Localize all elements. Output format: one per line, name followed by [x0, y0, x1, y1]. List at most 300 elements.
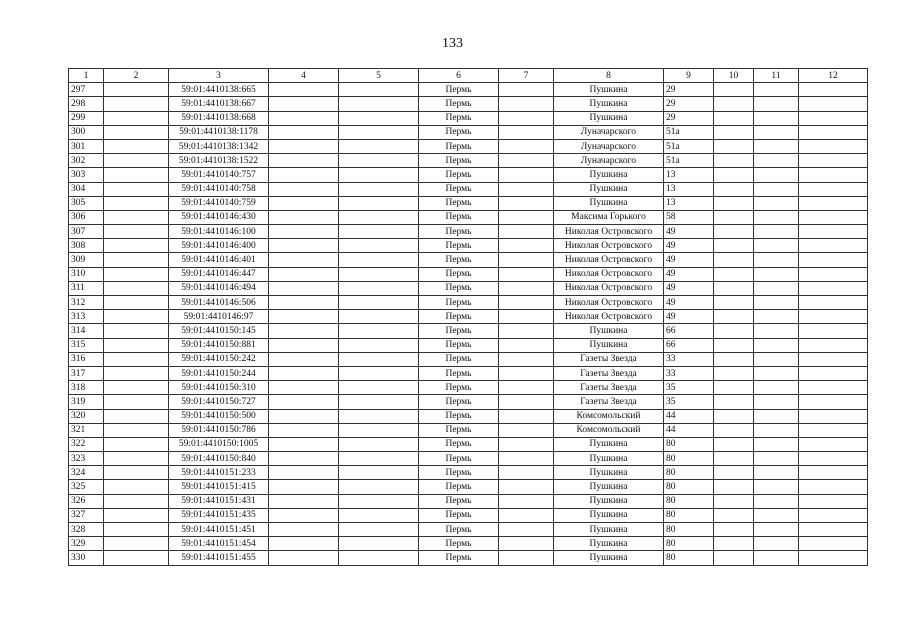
table-cell-col-9: 49: [664, 225, 714, 239]
table-cell-col-10: [714, 381, 754, 395]
table-cell-col-10: [714, 83, 754, 97]
table-cell-col-8: Пушкина: [554, 537, 664, 551]
table-cell-col-12: [799, 310, 868, 324]
column-header-8: 8: [554, 69, 664, 83]
table-cell-col-7: [499, 182, 554, 196]
table-cell-col-12: [799, 437, 868, 451]
table-cell-col-6: Пермь: [419, 423, 499, 437]
table-cell-col-12: [799, 281, 868, 295]
table-cell-col-5: [339, 480, 419, 494]
table-cell-col-3: 59:01:4410138:1342: [169, 139, 269, 153]
table-cell-col-11: [754, 281, 799, 295]
table-cell-col-6: Пермь: [419, 210, 499, 224]
table-row: [69, 139, 868, 153]
registry-table: [68, 68, 868, 566]
table-cell-col-2: [104, 494, 169, 508]
table-cell-col-11: [754, 352, 799, 366]
table-cell-col-10: [714, 352, 754, 366]
table-cell-col-8: Пушкина: [554, 480, 664, 494]
table-cell-col-11: [754, 97, 799, 111]
table-cell-col-12: [799, 83, 868, 97]
table-cell-col-3: 59:01:4410150:244: [169, 366, 269, 380]
table-cell-col-2: [104, 239, 169, 253]
table-cell-col-12: [799, 409, 868, 423]
table-cell-col-10: [714, 281, 754, 295]
table-cell-col-9: 49: [664, 267, 714, 281]
table-cell-col-6: Пермь: [419, 125, 499, 139]
table-cell-col-10: [714, 338, 754, 352]
table-row: [69, 366, 868, 380]
table-cell-col-12: [799, 366, 868, 380]
table-cell-col-4: [269, 480, 339, 494]
table-cell-col-6: Пермь: [419, 537, 499, 551]
table-cell-col-5: [339, 423, 419, 437]
table-cell-col-10: [714, 508, 754, 522]
table-cell-col-2: [104, 437, 169, 451]
table-cell-col-9: 66: [664, 324, 714, 338]
table-cell-col-12: [799, 296, 868, 310]
table-cell-col-2: [104, 395, 169, 409]
table-cell-col-1: 303: [69, 168, 104, 182]
table-cell-col-4: [269, 466, 339, 480]
table-cell-col-7: [499, 253, 554, 267]
table-cell-col-3: 59:01:4410151:451: [169, 523, 269, 537]
table-cell-col-4: [269, 139, 339, 153]
table-cell-col-2: [104, 168, 169, 182]
table-cell-col-11: [754, 225, 799, 239]
table-row: [69, 324, 868, 338]
table-cell-col-5: [339, 154, 419, 168]
table-cell-col-3: 59:01:4410146:494: [169, 281, 269, 295]
table-cell-col-11: [754, 210, 799, 224]
table-cell-col-1: 313: [69, 310, 104, 324]
table-cell-col-11: [754, 437, 799, 451]
table-cell-col-2: [104, 537, 169, 551]
table-cell-col-8: Пушкина: [554, 523, 664, 537]
table-cell-col-7: [499, 366, 554, 380]
table-cell-col-4: [269, 409, 339, 423]
table-cell-col-12: [799, 381, 868, 395]
table-cell-col-11: [754, 324, 799, 338]
column-header-1: 1: [69, 69, 104, 83]
table-cell-col-8: Газеты Звезда: [554, 395, 664, 409]
table-cell-col-7: [499, 466, 554, 480]
table-cell-col-9: 80: [664, 537, 714, 551]
table-cell-col-10: [714, 480, 754, 494]
table-cell-col-1: 322: [69, 437, 104, 451]
table-row: [69, 267, 868, 281]
table-cell-col-6: Пермь: [419, 296, 499, 310]
table-cell-col-1: 305: [69, 196, 104, 210]
table-cell-col-3: 59:01:4410151:431: [169, 494, 269, 508]
table-cell-col-5: [339, 523, 419, 537]
table-cell-col-7: [499, 523, 554, 537]
table-cell-col-3: 59:01:4410146:97: [169, 310, 269, 324]
table-cell-col-8: Комсомольский: [554, 409, 664, 423]
table-cell-col-6: Пермь: [419, 466, 499, 480]
table-cell-col-7: [499, 537, 554, 551]
table-row: [69, 437, 868, 451]
table-cell-col-3: 59:01:4410138:665: [169, 83, 269, 97]
table-cell-col-2: [104, 423, 169, 437]
table-cell-col-8: Пушкина: [554, 437, 664, 451]
table-cell-col-9: 35: [664, 395, 714, 409]
column-header-5: 5: [339, 69, 419, 83]
table-cell-col-6: Пермь: [419, 381, 499, 395]
table-cell-col-12: [799, 338, 868, 352]
table-cell-col-12: [799, 225, 868, 239]
table-cell-col-11: [754, 253, 799, 267]
table-cell-col-9: 80: [664, 437, 714, 451]
table-cell-col-12: [799, 324, 868, 338]
table-cell-col-2: [104, 111, 169, 125]
table-cell-col-10: [714, 537, 754, 551]
table-cell-col-5: [339, 437, 419, 451]
table-cell-col-12: [799, 182, 868, 196]
table-cell-col-4: [269, 423, 339, 437]
table-cell-col-1: 308: [69, 239, 104, 253]
table-cell-col-5: [339, 139, 419, 153]
table-row: [69, 551, 868, 565]
table-cell-col-3: 59:01:4410150:242: [169, 352, 269, 366]
table-cell-col-2: [104, 210, 169, 224]
table-cell-col-6: Пермь: [419, 154, 499, 168]
table-cell-col-2: [104, 182, 169, 196]
table-cell-col-4: [269, 508, 339, 522]
table-cell-col-10: [714, 296, 754, 310]
table-cell-col-4: [269, 83, 339, 97]
table-cell-col-3: 59:01:4410146:100: [169, 225, 269, 239]
table-cell-col-12: [799, 523, 868, 537]
table-cell-col-4: [269, 210, 339, 224]
table-cell-col-8: Максима Горького: [554, 210, 664, 224]
table-cell-col-5: [339, 395, 419, 409]
table-row: [69, 537, 868, 551]
table-row: [69, 196, 868, 210]
table-cell-col-5: [339, 537, 419, 551]
table-cell-col-1: 325: [69, 480, 104, 494]
table-cell-col-7: [499, 395, 554, 409]
table-cell-col-8: Луначарского: [554, 125, 664, 139]
table-cell-col-11: [754, 154, 799, 168]
table-cell-col-10: [714, 139, 754, 153]
table-cell-col-10: [714, 182, 754, 196]
table-cell-col-11: [754, 423, 799, 437]
table-cell-col-9: 80: [664, 551, 714, 565]
table-cell-col-9: 29: [664, 111, 714, 125]
table-cell-col-4: [269, 182, 339, 196]
table-cell-col-1: 307: [69, 225, 104, 239]
table-cell-col-10: [714, 551, 754, 565]
table-row: [69, 168, 868, 182]
table-row: [69, 281, 868, 295]
table-cell-col-6: Пермь: [419, 352, 499, 366]
table-cell-col-5: [339, 366, 419, 380]
table-cell-col-5: [339, 409, 419, 423]
table-cell-col-10: [714, 210, 754, 224]
table-cell-col-3: 59:01:4410150:145: [169, 324, 269, 338]
table-cell-col-3: 59:01:4410140:759: [169, 196, 269, 210]
table-cell-col-1: 300: [69, 125, 104, 139]
table-cell-col-12: [799, 267, 868, 281]
table-cell-col-12: [799, 423, 868, 437]
table-cell-col-1: 320: [69, 409, 104, 423]
table-cell-col-7: [499, 196, 554, 210]
table-cell-col-2: [104, 281, 169, 295]
table-cell-col-5: [339, 225, 419, 239]
table-cell-col-4: [269, 366, 339, 380]
table-row: [69, 466, 868, 480]
table-row: [69, 523, 868, 537]
table-body: [69, 83, 868, 565]
column-header-6: 6: [419, 69, 499, 83]
table-cell-col-4: [269, 111, 339, 125]
table-cell-col-5: [339, 182, 419, 196]
table-row: [69, 508, 868, 522]
table-cell-col-12: [799, 168, 868, 182]
table-cell-col-7: [499, 83, 554, 97]
table-cell-col-2: [104, 225, 169, 239]
table-cell-col-8: Пушкина: [554, 111, 664, 125]
table-row: [69, 111, 868, 125]
table-cell-col-11: [754, 480, 799, 494]
table-cell-col-1: 309: [69, 253, 104, 267]
table-cell-col-5: [339, 125, 419, 139]
table-cell-col-2: [104, 409, 169, 423]
table-cell-col-4: [269, 239, 339, 253]
table-cell-col-2: [104, 154, 169, 168]
table-cell-col-6: Пермь: [419, 437, 499, 451]
table-row: [69, 452, 868, 466]
table-row: [69, 239, 868, 253]
table-row: [69, 182, 868, 196]
table-cell-col-4: [269, 338, 339, 352]
table-cell-col-3: 59:01:4410150:840: [169, 452, 269, 466]
table-row: [69, 253, 868, 267]
table-cell-col-9: 49: [664, 296, 714, 310]
table-cell-col-1: 301: [69, 139, 104, 153]
table-cell-col-9: 51а: [664, 125, 714, 139]
table-cell-col-8: Пушкина: [554, 551, 664, 565]
table-cell-col-9: 13: [664, 182, 714, 196]
table-cell-col-9: 58: [664, 210, 714, 224]
table-cell-col-10: [714, 168, 754, 182]
table-cell-col-3: 59:01:4410140:757: [169, 168, 269, 182]
table-row: [69, 480, 868, 494]
table-cell-col-10: [714, 125, 754, 139]
table-cell-col-7: [499, 352, 554, 366]
table-cell-col-4: [269, 523, 339, 537]
table-cell-col-6: Пермь: [419, 480, 499, 494]
column-header-2: 2: [104, 69, 169, 83]
table-cell-col-6: Пермь: [419, 409, 499, 423]
table-cell-col-12: [799, 239, 868, 253]
table-cell-col-9: 13: [664, 196, 714, 210]
table-cell-col-5: [339, 239, 419, 253]
table-row: [69, 409, 868, 423]
table-cell-col-5: [339, 196, 419, 210]
table-cell-col-8: Николая Островского: [554, 225, 664, 239]
table-cell-col-3: 59:01:4410150:786: [169, 423, 269, 437]
table-cell-col-7: [499, 154, 554, 168]
table-cell-col-4: [269, 296, 339, 310]
table-cell-col-9: 49: [664, 281, 714, 295]
table-cell-col-11: [754, 508, 799, 522]
table-cell-col-4: [269, 267, 339, 281]
table-cell-col-5: [339, 267, 419, 281]
table-cell-col-3: 59:01:4410150:500: [169, 409, 269, 423]
table-cell-col-5: [339, 381, 419, 395]
table-cell-col-12: [799, 551, 868, 565]
table-cell-col-9: 80: [664, 466, 714, 480]
table-cell-col-6: Пермь: [419, 395, 499, 409]
table-cell-col-1: 316: [69, 352, 104, 366]
table-cell-col-12: [799, 111, 868, 125]
table-row: [69, 352, 868, 366]
table-cell-col-2: [104, 508, 169, 522]
table-cell-col-7: [499, 125, 554, 139]
table-cell-col-7: [499, 452, 554, 466]
table-cell-col-10: [714, 324, 754, 338]
table-cell-col-10: [714, 310, 754, 324]
table-cell-col-8: Пушкина: [554, 97, 664, 111]
table-cell-col-11: [754, 523, 799, 537]
table-cell-col-3: 59:01:4410151:454: [169, 537, 269, 551]
table-cell-col-2: [104, 253, 169, 267]
table-cell-col-8: Пушкина: [554, 168, 664, 182]
table-cell-col-6: Пермь: [419, 196, 499, 210]
table-cell-col-6: Пермь: [419, 168, 499, 182]
table-cell-col-9: 29: [664, 83, 714, 97]
table-cell-col-11: [754, 296, 799, 310]
table-cell-col-7: [499, 296, 554, 310]
table-cell-col-12: [799, 210, 868, 224]
table-cell-col-1: 311: [69, 281, 104, 295]
table-cell-col-11: [754, 494, 799, 508]
table-cell-col-5: [339, 253, 419, 267]
page-number: 133: [442, 36, 463, 51]
table-cell-col-11: [754, 267, 799, 281]
table-cell-col-11: [754, 381, 799, 395]
table-cell-col-11: [754, 182, 799, 196]
table-cell-col-8: Николая Островского: [554, 253, 664, 267]
table-cell-col-6: Пермь: [419, 97, 499, 111]
table-cell-col-12: [799, 537, 868, 551]
table-cell-col-9: 49: [664, 239, 714, 253]
table-cell-col-4: [269, 381, 339, 395]
table-cell-col-6: Пермь: [419, 111, 499, 125]
table-cell-col-7: [499, 168, 554, 182]
table-cell-col-2: [104, 125, 169, 139]
table-cell-col-5: [339, 296, 419, 310]
column-header-9: 9: [664, 69, 714, 83]
column-header-12: 12: [799, 69, 868, 83]
table-cell-col-1: 327: [69, 508, 104, 522]
table-cell-col-3: 59:01:4410151:435: [169, 508, 269, 522]
table-cell-col-3: 59:01:4410151:455: [169, 551, 269, 565]
table-cell-col-11: [754, 452, 799, 466]
table-cell-col-3: 59:01:4410140:758: [169, 182, 269, 196]
column-header-11: 11: [754, 69, 799, 83]
table-row: [69, 97, 868, 111]
table-row: [69, 338, 868, 352]
table-cell-col-2: [104, 338, 169, 352]
table-cell-col-2: [104, 366, 169, 380]
column-header-10: 10: [714, 69, 754, 83]
table-cell-col-1: 298: [69, 97, 104, 111]
table-cell-col-5: [339, 452, 419, 466]
table-cell-col-12: [799, 253, 868, 267]
table-cell-col-1: 321: [69, 423, 104, 437]
table-cell-col-6: Пермь: [419, 253, 499, 267]
table-cell-col-7: [499, 381, 554, 395]
table-cell-col-1: 299: [69, 111, 104, 125]
table-cell-col-10: [714, 154, 754, 168]
table-cell-col-2: [104, 83, 169, 97]
table-cell-col-3: 59:01:4410151:233: [169, 466, 269, 480]
table-cell-col-10: [714, 97, 754, 111]
table-cell-col-3: 59:01:4410138:1178: [169, 125, 269, 139]
column-header-7: 7: [499, 69, 554, 83]
table-cell-col-1: 302: [69, 154, 104, 168]
table-cell-col-12: [799, 508, 868, 522]
table-cell-col-11: [754, 125, 799, 139]
table-cell-col-9: 80: [664, 508, 714, 522]
table-cell-col-4: [269, 437, 339, 451]
table-row: [69, 395, 868, 409]
table-cell-col-11: [754, 366, 799, 380]
table-cell-col-7: [499, 409, 554, 423]
table-cell-col-12: [799, 452, 868, 466]
table-cell-col-1: 323: [69, 452, 104, 466]
table-cell-col-6: Пермь: [419, 523, 499, 537]
table-cell-col-10: [714, 395, 754, 409]
table-cell-col-5: [339, 551, 419, 565]
table-cell-col-3: 59:01:4410146:400: [169, 239, 269, 253]
table-cell-col-8: Комсомольский: [554, 423, 664, 437]
table-cell-col-6: Пермь: [419, 83, 499, 97]
table-cell-col-3: 59:01:4410151:415: [169, 480, 269, 494]
table-cell-col-8: Николая Островского: [554, 281, 664, 295]
table-cell-col-11: [754, 83, 799, 97]
column-header-3: 3: [169, 69, 269, 83]
table-cell-col-6: Пермь: [419, 267, 499, 281]
table-cell-col-4: [269, 352, 339, 366]
table-cell-col-10: [714, 494, 754, 508]
table-cell-col-9: 13: [664, 168, 714, 182]
table-cell-col-1: 314: [69, 324, 104, 338]
table-cell-col-7: [499, 338, 554, 352]
table-cell-col-10: [714, 423, 754, 437]
table-cell-col-6: Пермь: [419, 225, 499, 239]
table-cell-col-3: 59:01:4410150:881: [169, 338, 269, 352]
table-cell-col-10: [714, 267, 754, 281]
table-cell-col-9: 51а: [664, 154, 714, 168]
table-cell-col-8: Газеты Звезда: [554, 381, 664, 395]
table-cell-col-5: [339, 324, 419, 338]
table-cell-col-9: 80: [664, 452, 714, 466]
table-cell-col-11: [754, 395, 799, 409]
table-row: [69, 83, 868, 97]
table-cell-col-1: 304: [69, 182, 104, 196]
table-cell-col-8: Газеты Звезда: [554, 366, 664, 380]
table-cell-col-1: 310: [69, 267, 104, 281]
table-cell-col-11: [754, 168, 799, 182]
table-cell-col-6: Пермь: [419, 324, 499, 338]
column-header-4: 4: [269, 69, 339, 83]
table-cell-col-5: [339, 111, 419, 125]
table-row: [69, 225, 868, 239]
